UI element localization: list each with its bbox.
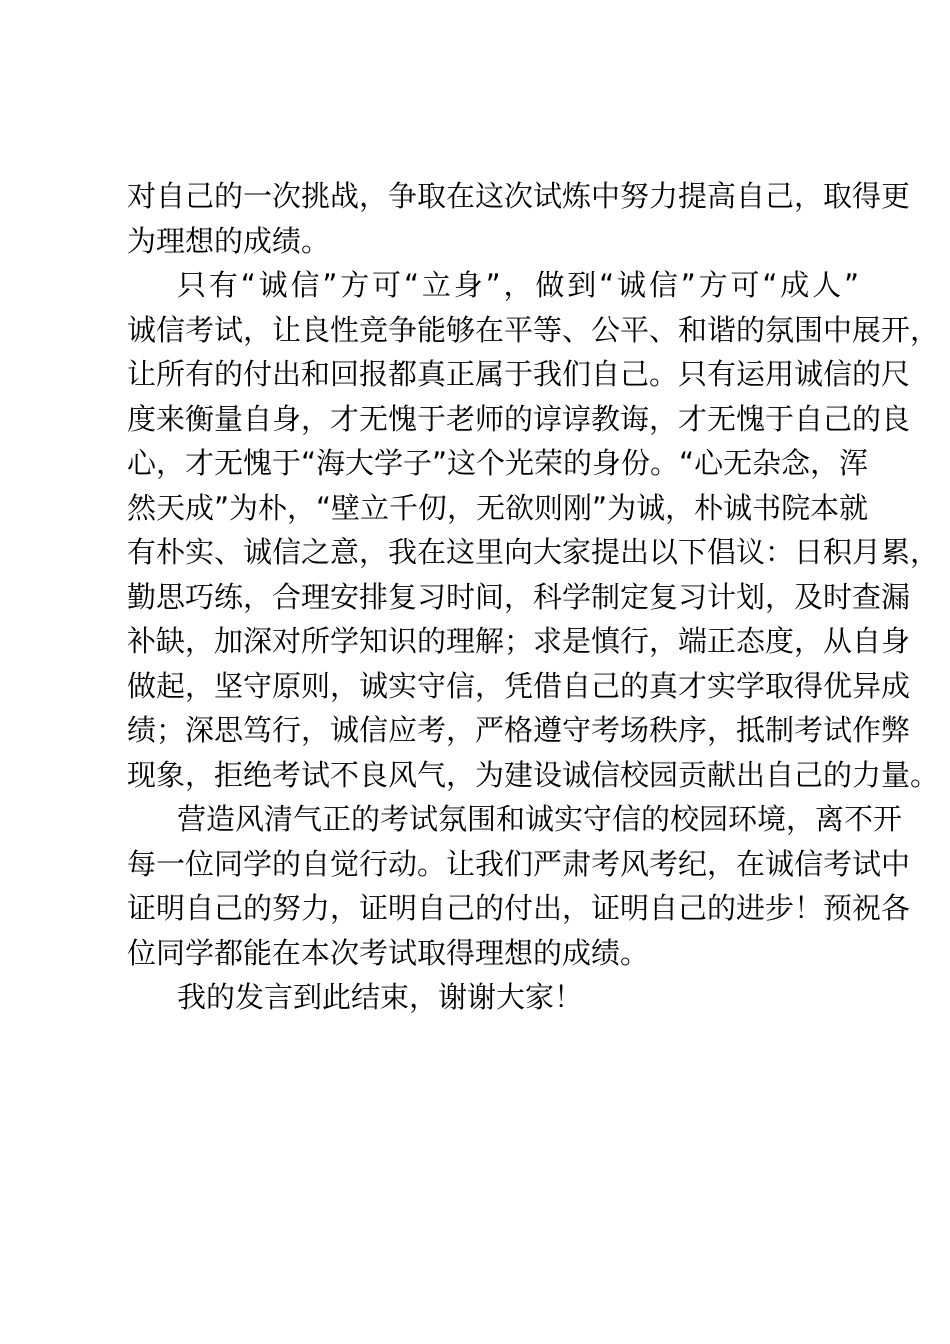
- text-line: 营造风清气正的考试氛围和诚实守信的校园环境，离不开: [177, 802, 903, 836]
- text-line: 勤思巧练，合理安排复习时间，科学制定复习计划，及时查漏: [127, 579, 911, 614]
- text-line: 补缺，加深对所学知识的理解；求是慎行，端正态度，从自身: [127, 624, 911, 658]
- text-line: 现象，拒绝考试不良风气，为建设诚信校园贡献出自己的力量。: [127, 757, 940, 792]
- text-line: 然天成”为朴，“壁立千仞，无欲则刚”为诚，朴诚书院本就: [127, 490, 869, 525]
- text-line: 让所有的付出和回报都真正属于我们自己。只有运用诚信的尺: [127, 357, 911, 391]
- text-line: 诚信考试，让良性竞争能够在平等、公平、和谐的氛围中展开，: [127, 312, 940, 347]
- body-text: [127, 174, 940, 1020]
- text-line: 只有“诚信”方可“立身”，做到“诚信”方可“成人”: [177, 268, 859, 302]
- text-line: 有朴实、诚信之意，我在这里向大家提出以下倡议：日积月累，: [127, 535, 940, 569]
- text-line: 对自己的一次挑战，争取在这次试炼中努力提高自己，取得更: [127, 179, 911, 213]
- text-line: 绩；深思笃行，诚信应考，严格遵守考场秩序，抵制考试作弊: [127, 713, 911, 747]
- text-line: 每一位同学的自觉行动。让我们严肃考风考纪，在诚信考试中: [127, 846, 911, 881]
- text-line: 为理想的成绩。: [127, 223, 331, 258]
- text-line: 做起，坚守原则，诚实守信，凭借自己的真才实学取得优异成: [127, 668, 911, 703]
- text-line: 心，才无愧于“海大学子”这个光荣的身份。“心无杂念，浑: [127, 446, 869, 480]
- text-line: 我的发言到此结束，谢谢大家！: [177, 980, 584, 1014]
- text-line: 度来衡量自身，才无愧于老师的谆谆教诲，才无愧于自己的良: [127, 401, 911, 436]
- text-line: 证明自己的努力，证明自己的付出，证明自己的进步！预祝各: [127, 891, 911, 925]
- text-line: 位同学都能在本次考试取得理想的成绩。: [127, 935, 650, 970]
